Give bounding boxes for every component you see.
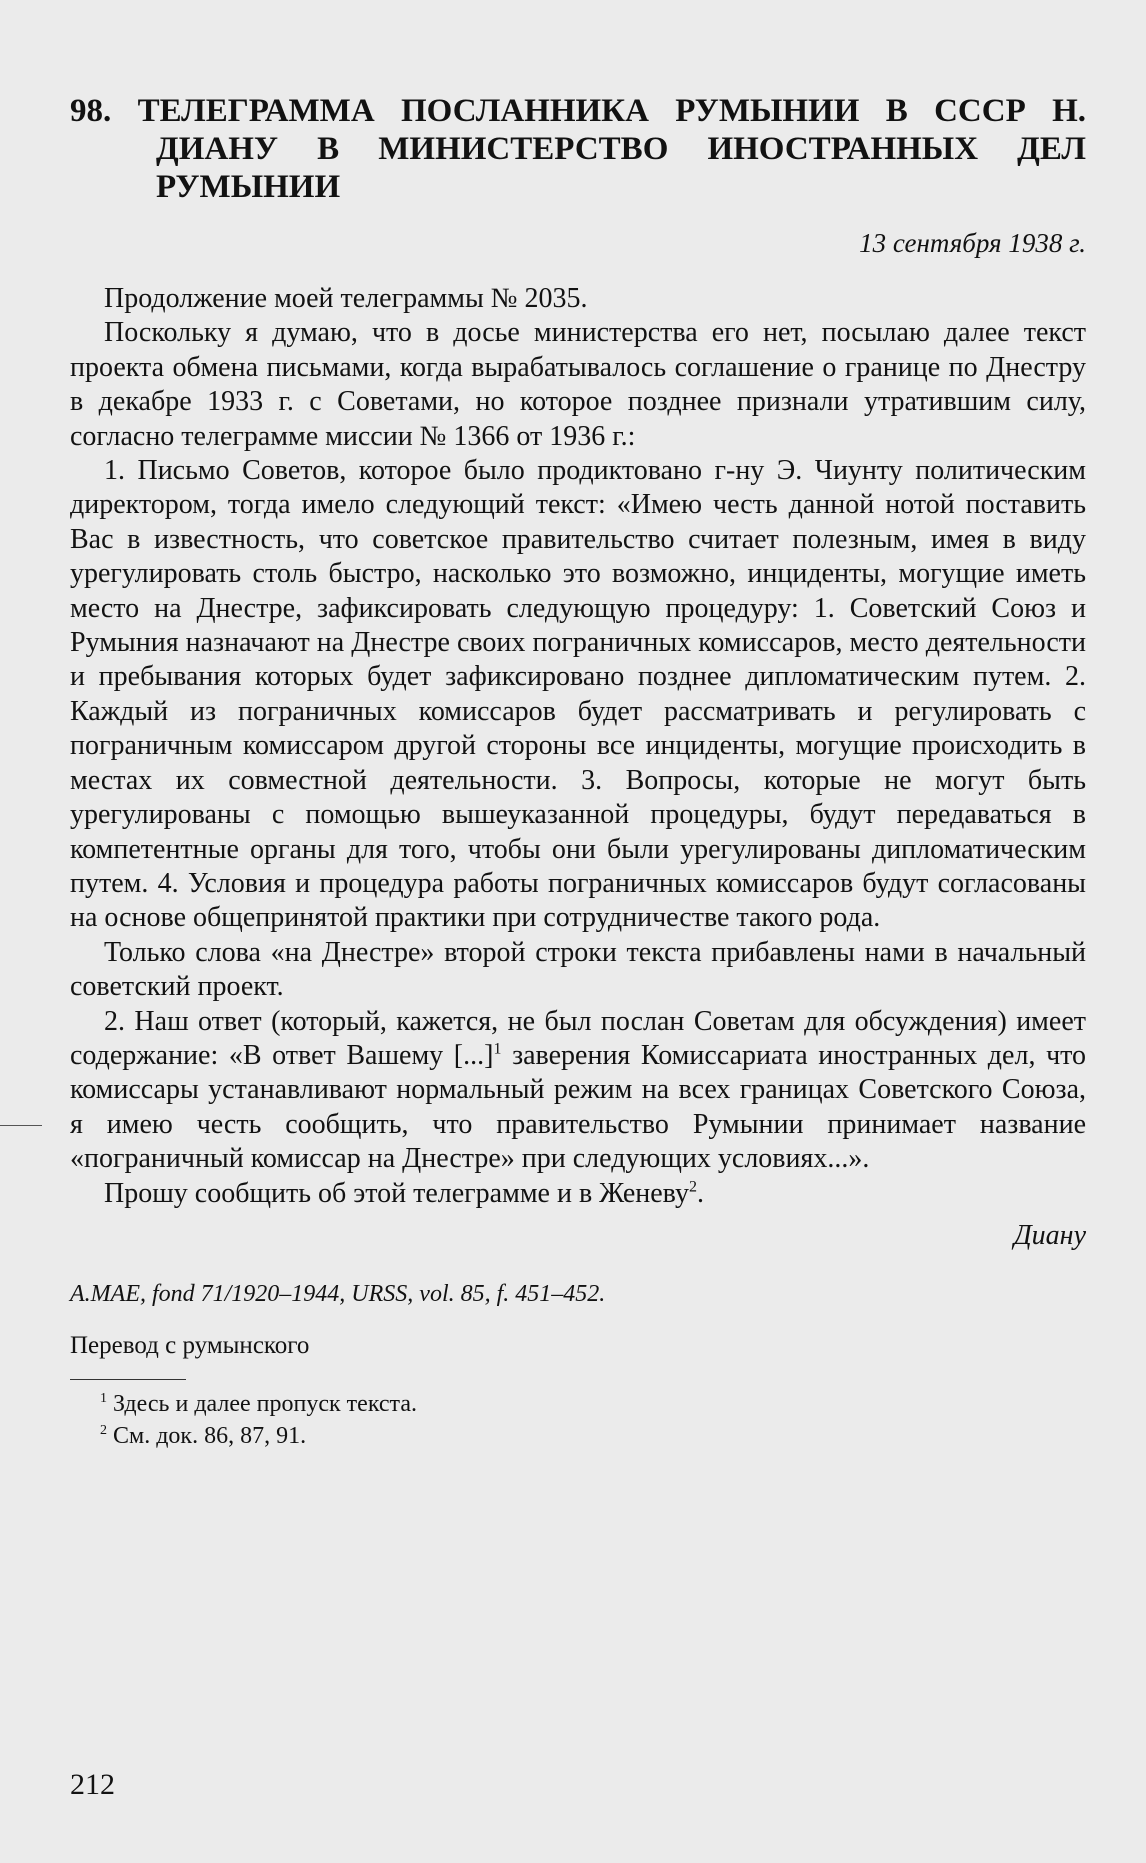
document-body: [70, 282, 1086, 1211]
margin-mark: [0, 1125, 42, 1126]
paragraph-2: Поскольку я думаю, что в досье министерства его нет, посылаю далее текст проекта обмена письмами, когда вырабатывалось соглашение о границе по Днестру в декабре 1933 г. с Советами, но которое позднее признали утратившим силу, согласно телеграмме миссии № 1366 от 1936 г.:: [70, 317, 1086, 452]
footnote-1-mark: 1: [100, 1390, 107, 1406]
paragraph-3: 1. Письмо Советов, которое было продиктовано г-ну Э. Чиунту политическим директором, тогда имело следующий текст: «Имею честь данной нотой поставить Вас в известность, что советское правительство считает полезным, имея в виду урегулировать столь быстро, насколько это возможно, инциденты, могущие иметь место на Днестре, зафиксировать следующую процедуру: 1. Советский Союз и Румыния назначают на Днестре своих пограничных комиссаров, место деятельности и пребывания которых будет зафиксировано позднее дипломатическим путем. 2. Каждый из пограничных комиссаров будет рассматривать и регулировать с пограничным комиссаром другой стороны все инциденты, могущие происходить в местах их совместной деятельности. 3. Вопросы, которые не могут быть урегулированы с помощью вышеуказанной процедуры, будут передаваться в компетентные органы для того, чтобы они были урегулированы дипломатическим путем. 4. Условия и процедура работы пограничных комиссаров будут согласованы на основе общепринятой практики при сотрудничестве такого рода.: [70, 455, 1086, 934]
paragraph-5: [70, 1005, 1086, 1177]
document-content: [70, 92, 1086, 1452]
document-date: 13 сентября 1938 г.: [859, 228, 1086, 258]
paragraph-1: Продолжение моей телеграммы № 2035.: [104, 283, 588, 314]
document-title: 98. ТЕЛЕГРАММА ПОСЛАННИКА РУМЫНИИ В СССР Н. ДИАНУ В МИНИСТЕРСТВО ИНОСТРАННЫХ ДЕЛ РУМЫНИИ: [70, 93, 1086, 205]
footnote-2-text: См. док. 86, 87, 91.: [113, 1422, 307, 1449]
paragraph-6-text: Прошу сообщить об этой телеграмме и в Женеву: [104, 1177, 689, 1209]
footnote-2: [70, 1420, 1086, 1452]
page-number: 212: [70, 1768, 115, 1801]
translation-note: Перевод с румынского: [70, 1331, 310, 1359]
paragraph-5-part-a: 2. Наш ответ (который, кажется, не был послан Советам для обсуждения) имеет содержание: «В ответ Вашему [...]: [70, 1005, 1086, 1071]
footnote-ref-1: 1: [493, 1040, 502, 1058]
footnote-divider: [70, 1379, 186, 1380]
footnote-ref-2: 2: [688, 1178, 697, 1196]
paragraph-4: Только слова «на Днестре» второй строки текста прибавлены нами в начальный советский проект.: [70, 936, 1086, 1003]
footnote-1-text: Здесь и далее пропуск текста.: [113, 1390, 417, 1417]
footnote-2-mark: 2: [100, 1422, 107, 1438]
signature: Диану: [1013, 1219, 1086, 1251]
paragraph-5-part-b: заверения Комиссариата иностранных дел, что комиссары устанавливают нормальный режим на всех границах Советского Союза, я имею честь сообщить, что правительство Румынии принимает название «пограничный комиссар на Днестре» при следующих условиях...».: [70, 1039, 1087, 1175]
archive-source: A.MAE, fond 71/1920–1944, URSS, vol. 85, f. 451–452.: [70, 1280, 606, 1307]
paragraph-6: Прошу сообщить об этой телеграмме и в Женеву$^2$.: [104, 1177, 704, 1209]
footnote-1: [70, 1388, 1086, 1420]
